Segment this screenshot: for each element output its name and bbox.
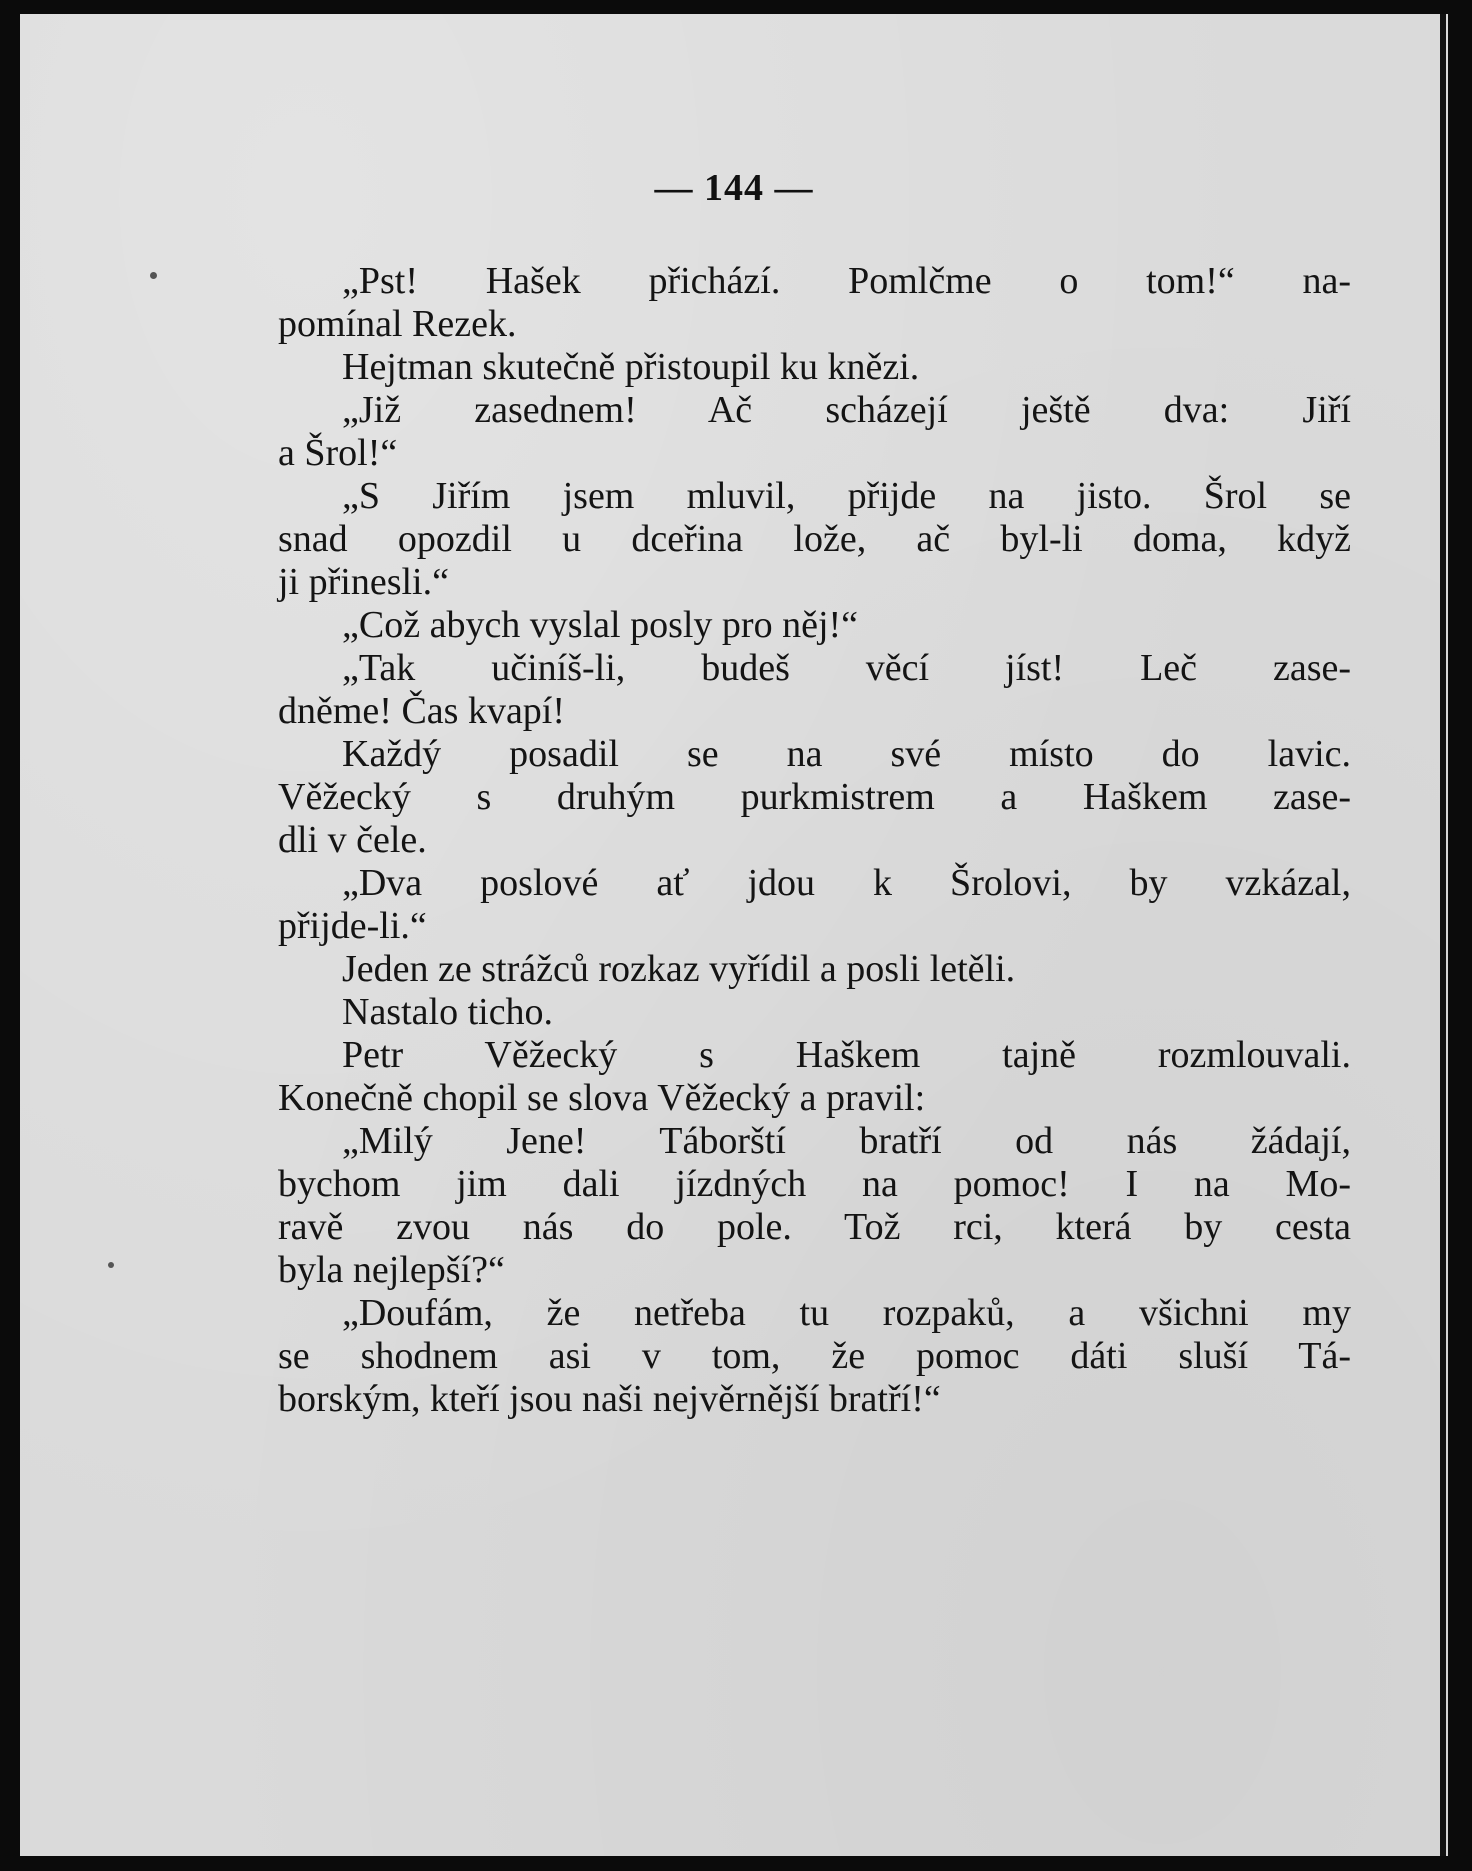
text-line: „Tak učiníš-li, budeš věcí jíst! Leč zase-: [342, 647, 1351, 689]
text-line: „Pst! Hašek přichází. Pomlčme o tom!“ na-: [342, 260, 1351, 302]
text-line: ji přinesli.“: [278, 561, 449, 603]
text-line: Věžecký s druhým purkmistrem a Haškem zase-: [278, 776, 1351, 818]
text-line: Každý posadil se na své místo do lavic.: [342, 733, 1351, 775]
book-page: [20, 14, 1448, 1856]
text-line: dněme! Čas kvapí!: [278, 690, 566, 732]
text-line: se shodnem asi v tom, že pomoc dáti sluší Tá-: [278, 1335, 1351, 1377]
text-line: „Milý Jene! Táborští bratří od nás žádají,: [342, 1120, 1351, 1162]
text-line: „Doufám, že netřeba tu rozpaků, a všichni my: [342, 1292, 1351, 1334]
text-line: Nastalo ticho.: [342, 991, 554, 1033]
body-text: [278, 260, 1351, 1421]
text-line: Hejtman skutečně přistoupil ku knězi.: [342, 346, 920, 388]
text-line: a Šrol!“: [278, 432, 398, 474]
text-line: „Což abych vyslal posly pro něj!“: [342, 604, 859, 646]
text-line: borským, kteří jsou naši nejvěrnější bratří!“: [278, 1378, 941, 1420]
text-line: bychom jim dali jízdných na pomoc! I na Mo-: [278, 1163, 1351, 1205]
paper-speck: [108, 1262, 114, 1268]
text-line: „Již zasednem! Ač scházejí ještě dva: Jiří: [342, 389, 1351, 431]
text-line: ravě zvou nás do pole. Tož rci, která by cesta: [278, 1206, 1351, 1248]
text-line: pomínal Rezek.: [278, 303, 517, 345]
text-line: dli v čele.: [278, 819, 427, 861]
text-line: „Dva poslové ať jdou k Šrolovi, by vzkázal,: [342, 862, 1351, 904]
text-line: Petr Věžecký s Haškem tajně rozmlouvali.: [342, 1034, 1351, 1076]
paper-speck: [150, 272, 157, 279]
page-number: — 144 —: [654, 167, 814, 209]
text-line: přijde-li.“: [278, 905, 427, 947]
text-line: snad opozdil u dceřina lože, ač byl-li doma, když: [278, 518, 1351, 560]
text-line: Jeden ze strážců rozkaz vyřídil a posli letěli.: [342, 948, 1016, 990]
page-right-edge: [1440, 14, 1446, 1856]
text-line: Konečně chopil se slova Věžecký a pravil:: [278, 1077, 926, 1119]
text-line: „S Jiřím jsem mluvil, přijde na jisto. Šrol se: [342, 475, 1351, 517]
text-line: byla nejlepší?“: [278, 1249, 505, 1291]
